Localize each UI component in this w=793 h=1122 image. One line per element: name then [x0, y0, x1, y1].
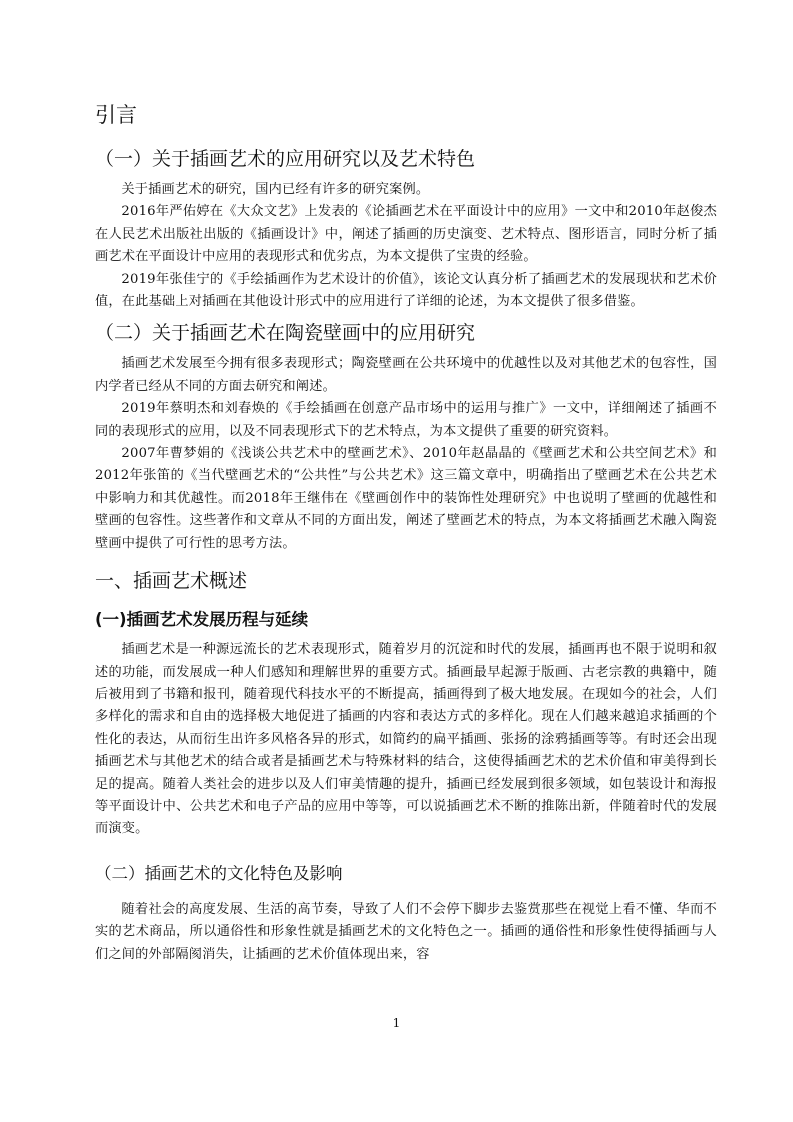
paragraph: 2019年蔡明杰和刘春焕的《手绘插画在创意产品市场中的运用与推广》一文中，详细阐述了插画不同的表现形式的应用，以及不同表现形式下的艺术特点，为本文提供了重要的研究资料。 [95, 401, 717, 439]
paragraph: 2007年曹梦娟的《浅谈公共艺术中的壁画艺术》、2010年赵晶晶的《壁画艺术和公共空间艺术》和2012年张笛的《当代壁画艺术的“公共性”与公共艺术》这三篇文章中，明确指出了壁画艺术在公共艺术中影响力和其优越性。而2018年王继伟在《壁画创作中的装饰性处理研究》中也说明了壁画的优越性和壁画的包容性。这些著作和文章从不同的方面出发，阐述了壁画艺术的特点，为本文将插画艺术融入陶瓷壁画中提供了可行性的思考方法。 [95, 446, 717, 551]
intro-heading: 引言 [95, 103, 137, 127]
chapter-1-heading: 一、插画艺术概述 [95, 570, 248, 593]
paragraph: 关于插画艺术的研究，国内已经有许多的研究案例。 [121, 182, 430, 197]
section-1-heading: （一）关于插画艺术的应用研究以及艺术特色 [95, 148, 476, 170]
paragraph: 随着社会的高度发展、生活的高节奏，导致了人们不会停下脚步去鉴赏那些在视觉上看不懂、华而不实的艺术商品，所以通俗性和形象性就是插画艺术的文化特色之一。插画的通俗性和形象性使得插画与人们之间的外部隔阂消失，让插画的艺术价值体现出来，容 [95, 901, 717, 962]
paragraph: 插画艺术是一种源远流长的艺术表现形式，随着岁月的沉淀和时代的发展，插画再也不限于说明和叙述的功能，而发展成一种人们感知和理解世界的重要方式。插画最早起源于版画、古老宗教的典籍中，随后被用到了书籍和报刊，随着现代科技水平的不断提高，插画得到了极大地发展。在现如今的社会，人们多样化的需求和自由的选择极大地促进了插画的内容和表达方式的多样化。现在人们越来越追求插画的个性化的表达，从而衍生出许多风格各异的形式，如简约的扁平插画、张扬的涂鸦插画等等。有时还会出现插画艺术与其他艺术的结合或者是插画艺术与特殊材料的结合，这使得插画艺术的艺术价值和审美得到长足的提高。随着人类社会的进步以及人们审美情趣的提升，插画已经发展到很多领域，如包装设计和海报等平面设计中、公共艺术和电子产品的应用中等等，可以说插画艺术不断的推陈出新，伴随着时代的发展而演变。 [95, 642, 717, 837]
paragraph: 2016年严佑婷在《大众文艺》上发表的《论插画艺术在平面设计中的应用》一文中和2010年赵俊杰在人民艺术出版社出版的《插画设计》中，阐述了插画的历史演变、艺术特点、图形语言，同时分析了插画艺术在平面设计中应用的表现形式和优劣点，为本文提供了宝贵的经验。 [95, 204, 717, 265]
paragraph: 插画艺术发展至今拥有很多表现形式；陶瓷壁画在公共环境中的优越性以及对其他艺术的包容性，国内学者已经从不同的方面去研究和阐述。 [95, 356, 717, 394]
subsection-1-heading: (一)插画艺术发展历程与延续 [95, 610, 309, 630]
page-number: 1 [392, 1016, 401, 1030]
section-2-heading: （二）关于插画艺术在陶瓷壁画中的应用研究 [95, 322, 476, 345]
subsection-2-heading: （二）插画艺术的文化特色及影响 [95, 863, 343, 883]
paragraph: 2019年张佳宁的《手绘插画作为艺术设计的价值》，该论文认真分析了插画艺术的发展现状和艺术价值，在此基础上对插画在其他设计形式中的应用进行了详细的论述，为本文提供了很多借鉴。 [95, 271, 717, 310]
document-body [95, 100, 717, 966]
